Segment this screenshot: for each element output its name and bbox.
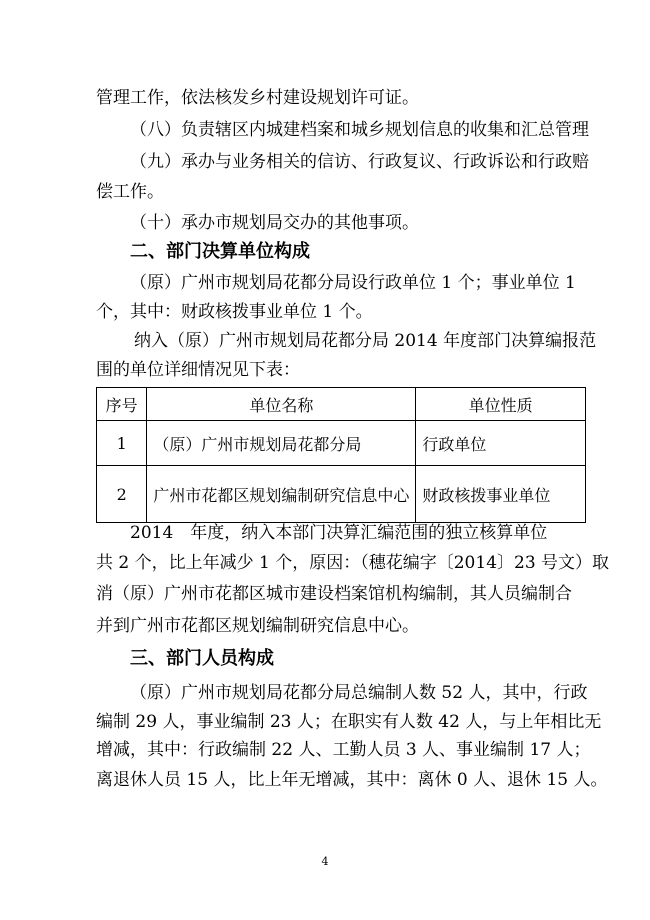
table-cell: （原）广州市规划局花都分局	[147, 421, 416, 466]
paragraph-line: （九）承办与业务相关的信访、行政复议、行政诉讼和行政赔	[130, 152, 589, 172]
paragraph-line: 离退休人员 15 人，比上年无增减，其中：离休 0 人、退休 15 人。	[96, 770, 608, 790]
table-cell: 1	[97, 421, 147, 466]
paragraph-line: 增减，其中：行政编制 22 人、工勤人员 3 人、事业编制 17 人；	[96, 740, 591, 760]
unit-table	[96, 387, 586, 523]
table-row	[97, 421, 586, 466]
column-header: 单位性质	[416, 388, 586, 421]
paragraph-line: （十）承办市规划局交办的其他事项。	[130, 213, 419, 233]
column-header: 序号	[97, 388, 147, 421]
paragraph-line: （原）广州市规划局花都分局总编制人数 52 人，其中，行政	[130, 683, 588, 703]
section-heading: 二、部门决算单位构成	[130, 241, 310, 262]
paragraph-line: 纳入（原）广州市规划局花都分局 2014 年度部门决算编报范	[134, 331, 597, 351]
table-header-row	[97, 388, 586, 421]
table-cell: 行政单位	[416, 421, 586, 466]
paragraph-line: 管理工作，依法核发乡村建设规划许可证。	[96, 88, 419, 108]
paragraph-line: 围的单位详细情况见下表：	[96, 360, 300, 380]
paragraph-line: （原）广州市规划局花都分局设行政单位 1 个；事业单位 1	[130, 273, 576, 293]
paragraph-line: 偿工作。	[96, 182, 164, 202]
paragraph-line: 消（原）广州市花都区城市建设档案馆机构编制，其人员编制合	[96, 584, 572, 604]
page-number: 4	[321, 855, 329, 868]
paragraph-line: 并到广州市花都区规划编制研究信息中心。	[96, 616, 419, 636]
table-cell: 财政核拨事业单位	[416, 466, 586, 523]
table-row	[97, 466, 586, 523]
section-heading: 三、部门人员构成	[130, 648, 274, 669]
paragraph-line: （八）负责辖区内城建档案和城乡规划信息的收集和汇总管理	[130, 120, 589, 140]
paragraph-line: 2014 年度，纳入本部门决算汇编范围的独立核算单位	[130, 523, 548, 543]
paragraph-line: 共 2 个，比上年减少 1 个，原因：（穗花编字〔2014〕23 号文）取	[96, 553, 610, 573]
paragraph-line: 个，其中：财政核拨事业单位 1 个。	[96, 302, 373, 322]
table-cell: 2	[97, 466, 147, 523]
column-header: 单位名称	[147, 388, 416, 421]
paragraph-line: 编制 29 人，事业编制 23 人；在职实有人数 42 人，与上年相比无	[96, 712, 602, 732]
table-cell: 广州市花都区规划编制研究信息中心	[147, 466, 416, 523]
